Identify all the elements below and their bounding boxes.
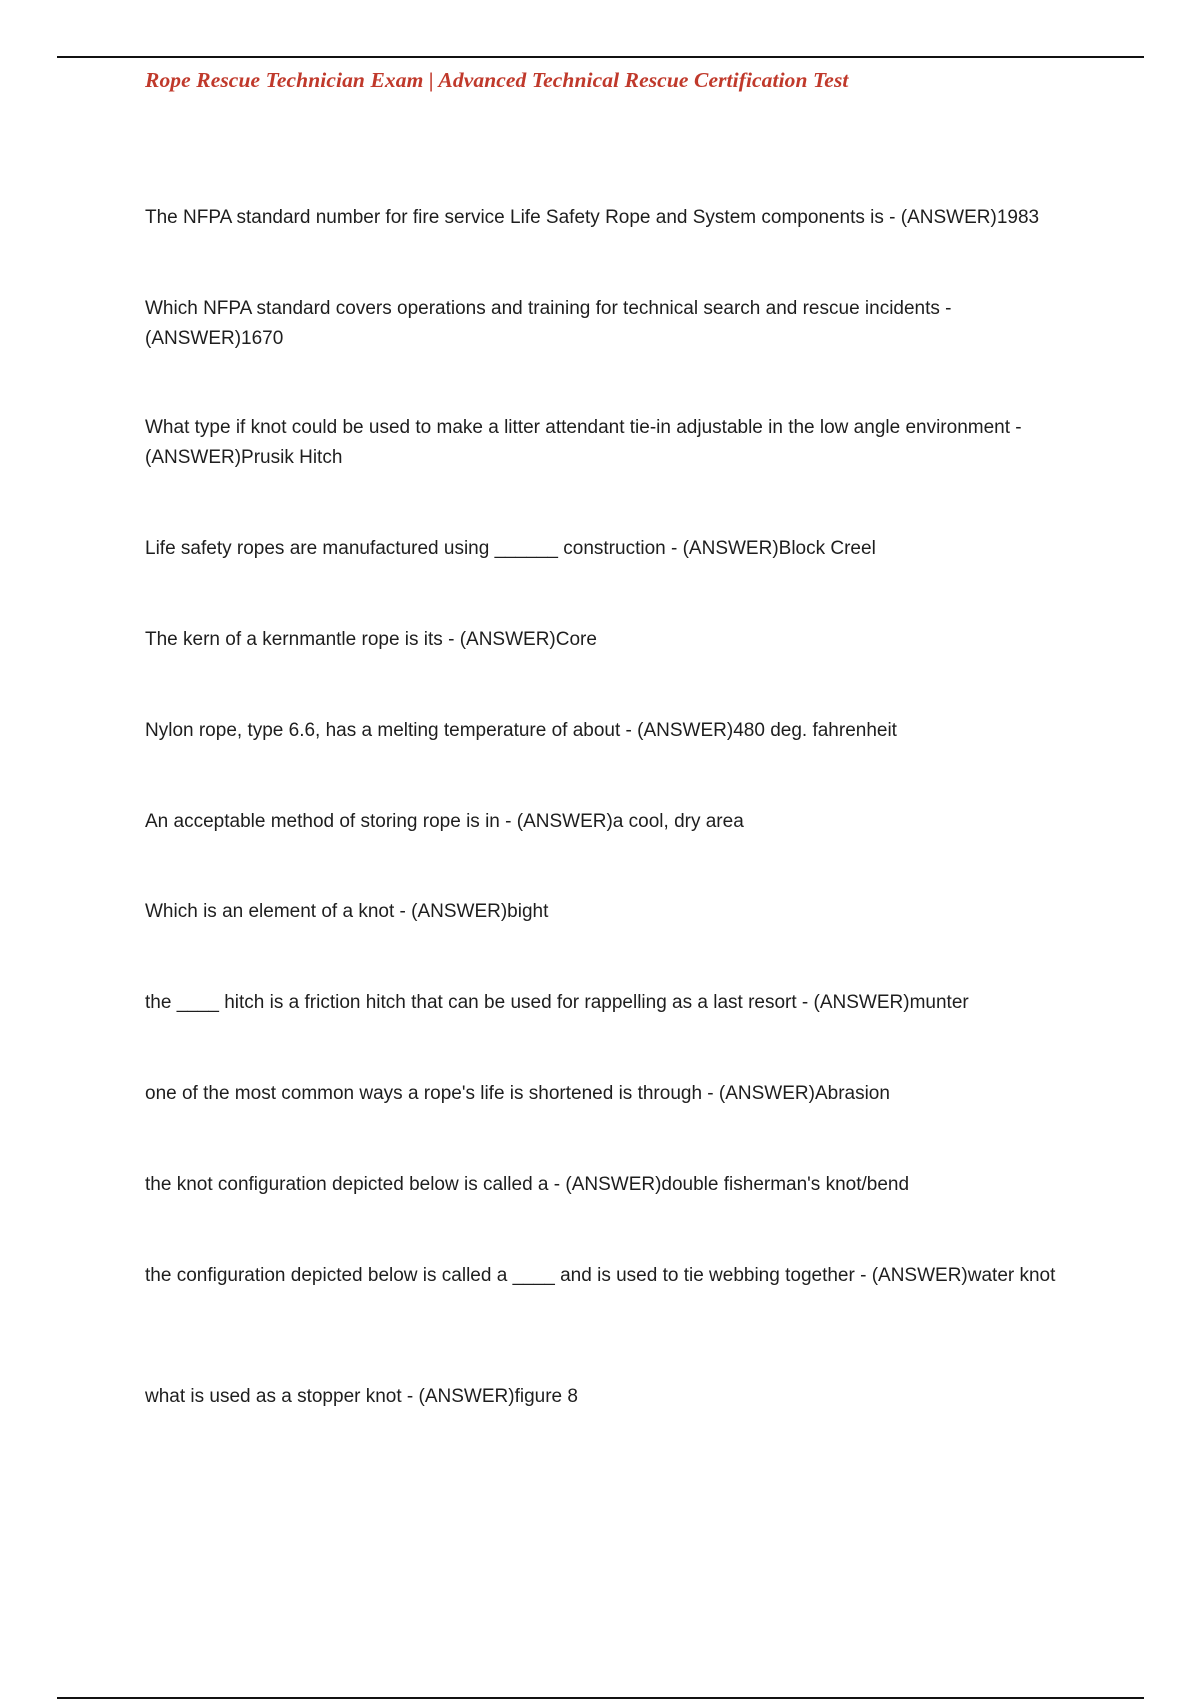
- qa-item-3: What type if knot could be used to make a litter attendant tie-in adjustable in the low angle environment - (ANSWER)Prusik Hitch: [145, 417, 1022, 468]
- qa-item-1: The NFPA standard number for fire service Life Safety Rope and System components is - (ANSWER)1983: [145, 207, 1040, 228]
- footer-rule: [57, 1697, 1144, 1699]
- qa-item-9: the ____ hitch is a friction hitch that can be used for rappelling as a last resort - (ANSWER)munter: [145, 992, 969, 1013]
- qa-item-5: The kern of a kernmantle rope is its - (ANSWER)Core: [145, 629, 597, 650]
- qa-item-8: Which is an element of a knot - (ANSWER)bight: [145, 901, 549, 922]
- qa-item-11: the knot configuration depicted below is called a - (ANSWER)double fisherman's knot/bend: [145, 1174, 910, 1195]
- qa-item-7: An acceptable method of storing rope is in - (ANSWER)a cool, dry area: [145, 811, 744, 832]
- qa-item-12: the configuration depicted below is called a ____ and is used to tie webbing together - (ANSWER)water knot: [145, 1265, 1056, 1286]
- qa-item-13: what is used as a stopper knot - (ANSWER)figure 8: [145, 1386, 578, 1407]
- qa-item-4: Life safety ropes are manufactured using ______ construction - (ANSWER)Block Creel: [145, 538, 876, 559]
- qa-item-6: Nylon rope, type 6.6, has a melting temperature of about - (ANSWER)480 deg. fahrenheit: [145, 720, 897, 741]
- document-title: Rope Rescue Technician Exam | Advanced Technical Rescue Certification Test: [145, 68, 849, 92]
- qa-item-2: Which NFPA standard covers operations and training for technical search and rescue incidents - (ANSWER)1670: [145, 298, 952, 349]
- qa-item-10: one of the most common ways a rope's life is shortened is through - (ANSWER)Abrasion: [145, 1083, 890, 1104]
- header-rule: [57, 56, 1144, 58]
